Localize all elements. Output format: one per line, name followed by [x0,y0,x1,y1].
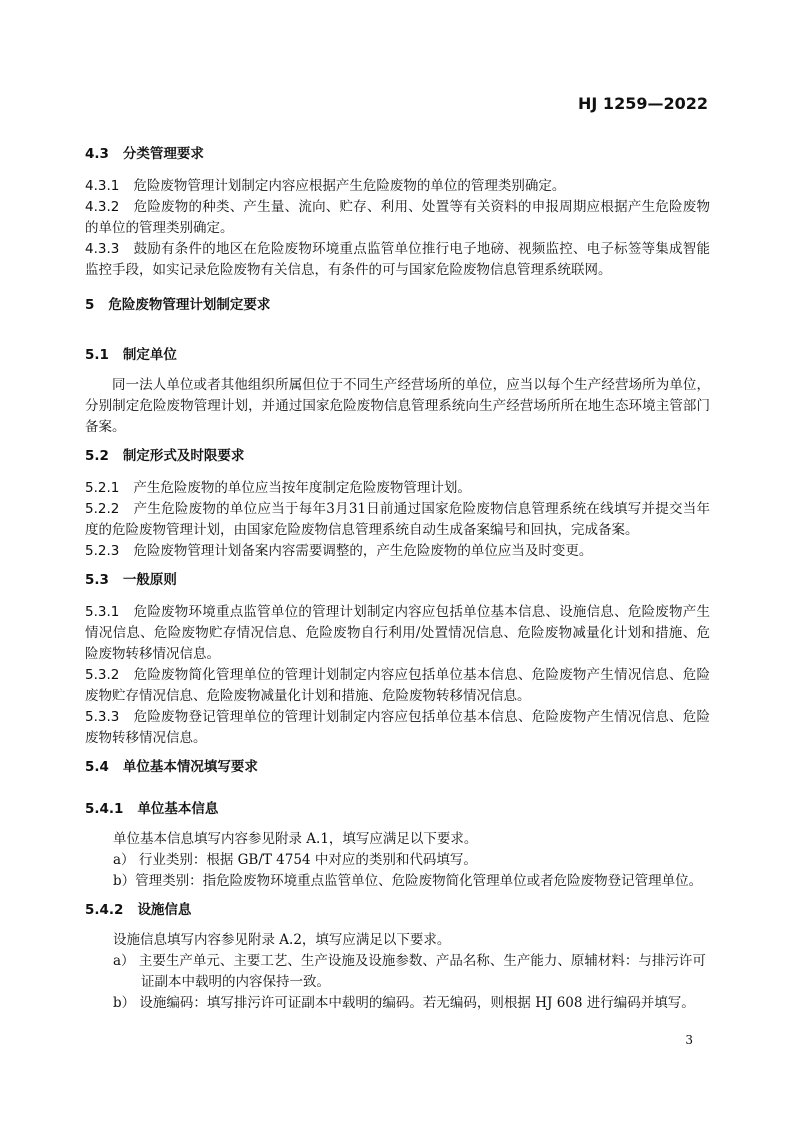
list-item-5-4-2-a: a） 主要生产单元、主要工艺、生产设施及设施参数、产品名称、生产能力、原辅材料：与排污许可证副本中载明的内容保持一致。 [113,953,706,990]
clause-5-2-1: 5.2.1 产生危险废物的单位应当按年度制定危险废物管理计划。 [85,480,471,496]
clause-4-3-2: 4.3.2 危险废物的种类、产生量、流向、贮存、利用、处置等有关资料的申报周期应根据产生危险废物的单位的管理类别确定。 [85,199,710,236]
clause-5-2-3: 5.2.3 危险废物管理计划备案内容需要调整的，产生危险废物的单位应当及时变更。 [85,543,593,559]
heading-5-1: 5.1 制定单位 [85,347,177,363]
heading-5-4: 5.4 单位基本情况填写要求 [85,759,258,775]
heading-5-2: 5.2 制定形式及时限要求 [85,448,245,464]
clause-4-3-1: 4.3.1 危险废物管理计划制定内容应根据产生危险废物的单位的管理类别确定。 [85,178,566,194]
clause-5-2-2: 5.2.2 产生危险废物的单位应当于每年3月31日前通过国家危险废物信息管理系统在线填写并提交当年度的危险废物管理计划，由国家危险废物信息管理系统自动生成备案编号和回执，完成备案。 [85,501,710,538]
clause-5-3-2: 5.3.2 危险废物简化管理单位的管理计划制定内容应包括单位基本信息、危险废物产生情况信息、危险废物贮存情况信息、危险废物减量化计划和措施、危险废物转移情况信息。 [85,667,710,704]
heading-5: 5 危险废物管理计划制定要求 [85,297,271,313]
document-body [85,144,710,1014]
list-item-5-4-2-b: b） 设施编码：填写排污许可证副本中载明的编码。若无编码，则根据 HJ 608 进行编码并填写。 [113,995,695,1011]
paragraph-5-4-1: 单位基本信息填写内容参见附录 A.1，填写应满足以下要求。 [113,831,478,847]
list-item-5-4-1-b: b）管理类别：指危险废物环境重点监管单位、危险废物简化管理单位或者危险废物登记管理单位。 [113,873,703,889]
clause-4-3-3: 4.3.3 鼓励有条件的地区在危险废物环境重点监管单位推行电子地磅、视频监控、电子标签等集成智能监控手段，如实记录危险废物有关信息，有条件的可与国家危险废物信息管理系统联网。 [85,241,710,278]
paragraph-5-1: 同一法人单位或者其他组织所属但位于不同生产经营场所的单位，应当以每个生产经营场所为单位，分别制定危险废物管理计划，并通过国家危险废物信息管理系统向生产经营场所所在地生态环境主管部门备案。 [85,377,710,435]
heading-5-4-2: 5.4.2 设施信息 [85,902,192,918]
list-item-5-4-1-a: a） 行业类别：根据 GB/T 4754 中对应的类别和代码填写。 [113,852,477,868]
clause-5-3-1: 5.3.1 危险废物环境重点监管单位的管理计划制定内容应包括单位基本信息、设施信息、危险废物产生情况信息、危险废物贮存情况信息、危险废物自行利用/处置情况信息、危险废物减量化计划和措施、危险废物转移情况信息。 [85,604,710,662]
heading-5-4-1: 5.4.1 单位基本信息 [85,801,219,817]
standard-code: HJ 1259—2022 [578,94,708,113]
clause-5-3-3: 5.3.3 危险废物登记管理单位的管理计划制定内容应包括单位基本信息、危险废物产生情况信息、危险废物转移情况信息。 [85,709,710,746]
page-number: 3 [685,1033,693,1047]
paragraph-5-4-2: 设施信息填写内容参见附录 A.2，填写应满足以下要求。 [113,932,451,948]
heading-4-3: 4.3 分类管理要求 [85,146,204,162]
heading-5-3: 5.3 一般原则 [85,572,177,588]
